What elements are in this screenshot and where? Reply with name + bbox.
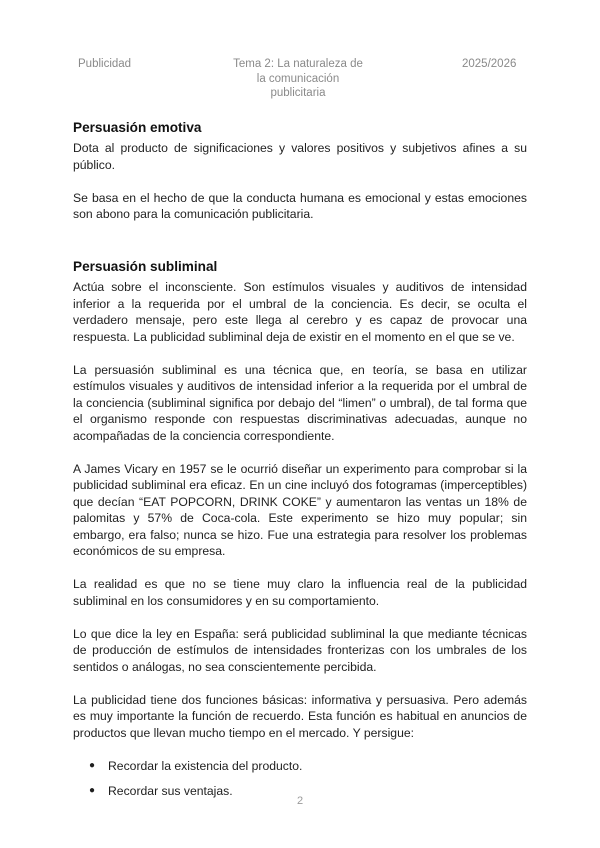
header-topic-line: Tema 2: La naturaleza de: [233, 58, 363, 70]
page-content: [73, 119, 527, 808]
paragraph: La persuasión subliminal es una técnica que, en teoría, se basa en utilizar estímulos visuales y auditivos de intensidad inferior a la requerida por el umbral de la conciencia (subliminal significa por debajo del “limen” o umbral), de tal forma que el organismo responde con respuestas discriminativas adecuadas, aunque no acompañadas de la conciencia correspondiente.: [73, 362, 527, 443]
page-number: 2: [296, 795, 304, 807]
section-title: Persuasión subliminal: [73, 259, 218, 274]
paragraph: Se basa en el hecho de que la conducta humana es emocional y estas emociones son abono para la comunicación publicitaria.: [73, 190, 527, 221]
bullet-icon: ●: [89, 784, 96, 796]
page-header: [0, 57, 600, 105]
section-persuasion-emotiva: [73, 119, 527, 223]
header-topic: [218, 57, 378, 101]
list-item-text: Recordar sus ventajas.: [108, 783, 233, 798]
header-topic-line: publicitaria: [270, 87, 326, 99]
bullet-list: [73, 758, 527, 800]
header-year: 2025/2026: [462, 58, 517, 70]
list-item: [73, 758, 527, 775]
paragraph: La realidad es que no se tiene muy claro la influencia real de la publicidad subliminal en los consumidores y en su comportamiento.: [73, 577, 527, 608]
section-title: Persuasión emotiva: [73, 120, 202, 135]
header-topic-line: la comunicación: [256, 72, 340, 85]
list-item-text: Recordar la existencia del producto.: [108, 758, 303, 773]
paragraph: Actúa sobre el inconsciente. Son estímulos visuales y auditivos de intensidad inferior a la requerida por el umbral de la conciencia. Es decir, se oculta el verdadero mensaje, pero este llega al cerebro y es capaz de provocar una respuesta. La publicidad subliminal deja de existir en el momento en el que se ve.: [73, 280, 527, 344]
header-subject: Publicidad: [78, 58, 132, 70]
section-persuasion-subliminal: [73, 258, 527, 799]
bullet-icon: ●: [89, 759, 96, 771]
paragraph: Dota al producto de significaciones y valores positivos y subjetivos afines a su público.: [73, 141, 527, 172]
paragraph: La publicidad tiene dos funciones básicas: informativa y persuasiva. Pero además es muy importante la función de recuerdo. Esta función es habitual en anuncios de productos que llevan mucho tiempo en el mercado. Y persigue:: [73, 692, 527, 740]
paragraph: Lo que dice la ley en España: será publicidad subliminal la que mediante técnicas de producción de estímulos de intensidades fronterizas con los umbrales de los sentidos o análogas, no sea conscientemente percibida.: [73, 626, 527, 674]
paragraph: A James Vicary en 1957 se le ocurrió diseñar un experimento para comprobar si la publicidad subliminal era eficaz. En un cine incluyó dos fotogramas (imperceptibles) que decían “EAT POPCORN, DRINK COKE” y aumentaron las ventas un 18% de palomitas y 57% de Coca-cola. Este experimento se hizo muy popular; sin embargo, era falso; nunca se hizo. Fue una estrategia para resolver los problemas económicos de su empresa.: [73, 461, 527, 558]
